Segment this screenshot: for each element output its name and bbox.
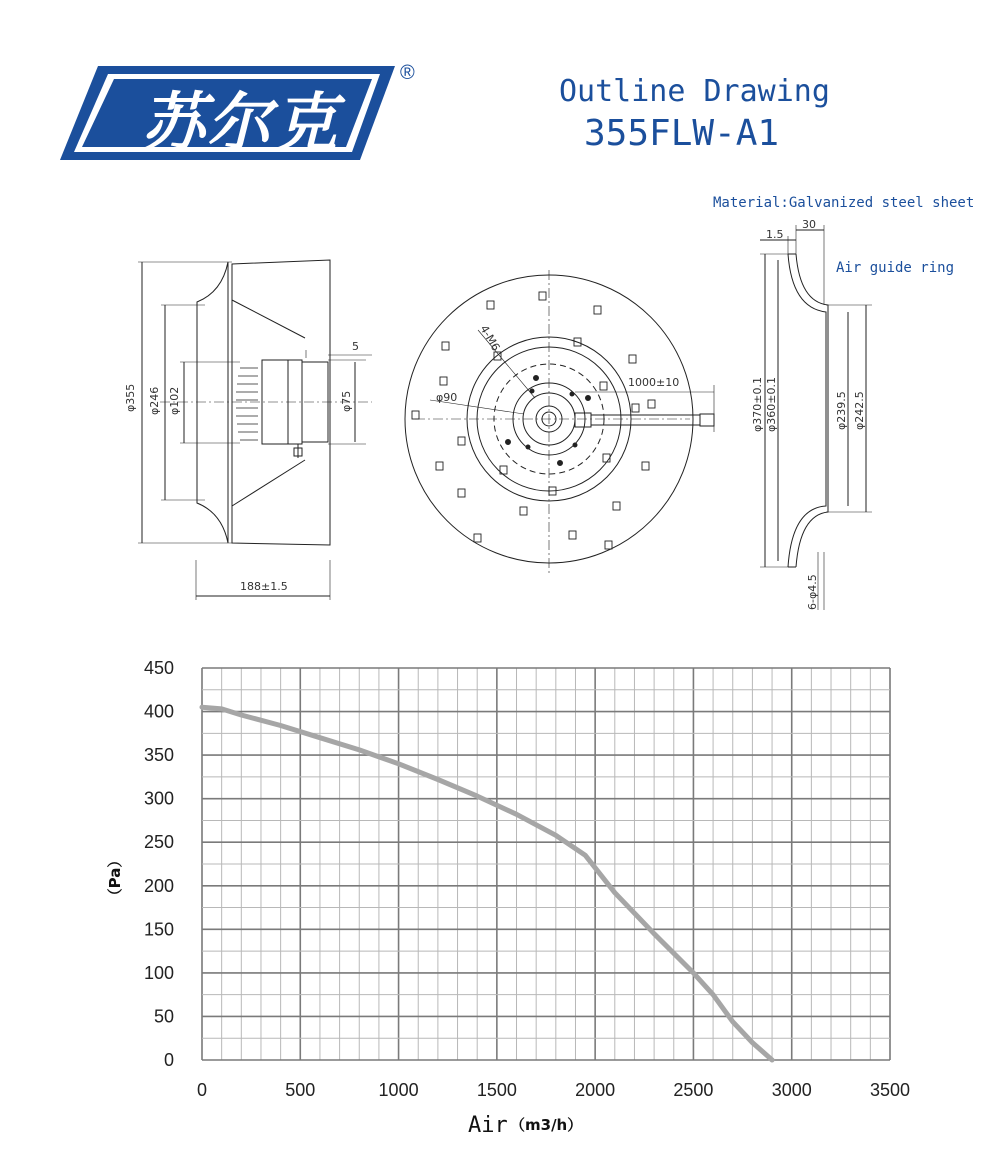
dim-cable-length: 1000±10	[628, 376, 680, 389]
dim-dia-242-5: φ242.5	[853, 391, 866, 430]
y-axis-label: （Pa）	[106, 852, 124, 904]
dim-30: 30	[802, 218, 816, 231]
dim-5: 5	[352, 340, 359, 353]
x-tick-label: 3000	[771, 1080, 812, 1100]
x-axis-unit: （m3/h）	[510, 1116, 583, 1134]
x-tick-label: 2000	[575, 1080, 616, 1100]
x-tick-label: 1500	[476, 1080, 517, 1100]
y-tick-labels	[144, 658, 174, 1070]
y-tick-label: 350	[143, 745, 174, 766]
dim-holes: 6-φ4.5	[806, 574, 819, 610]
air-guide-ring-label: Air guide ring	[836, 260, 955, 276]
y-tick-label: 300	[143, 788, 174, 809]
y-tick-label: 0	[163, 1050, 174, 1070]
dim-width: 188±1.5	[240, 580, 288, 593]
y-tick-label: 150	[143, 919, 174, 940]
dim-hub-dia: φ90	[436, 391, 458, 404]
dim-dia-75: φ75	[340, 390, 353, 412]
x-tick-label: 1000	[378, 1080, 419, 1100]
y-tick-label: 400	[143, 701, 174, 722]
x-axis-label: Air	[468, 1113, 508, 1138]
dim-dia-370: φ370±0.1	[751, 377, 764, 432]
dim-dia-102: φ102	[168, 386, 181, 415]
dim-dia-355: φ355	[124, 383, 137, 412]
page-title: Outline Drawing	[559, 74, 830, 109]
x-tick-label: 3500	[869, 1080, 911, 1100]
dim-dia-360: φ360±0.1	[765, 377, 778, 432]
y-tick-label: 50	[153, 1006, 174, 1027]
logo-wordmark: 苏尔克	[141, 87, 339, 161]
x-tick-label: 500	[285, 1080, 316, 1100]
y-tick-label: 450	[143, 658, 174, 678]
registered-mark: ®	[400, 62, 415, 84]
x-tick-label: 2500	[673, 1080, 714, 1100]
chart-grid	[202, 668, 890, 1060]
model-number: 355FLW-A1	[584, 113, 780, 154]
dim-1-5: 1.5	[766, 228, 784, 241]
x-tick-label: 0	[196, 1080, 208, 1100]
performance-chart	[0, 630, 1000, 1163]
dim-bolt: 4-M6	[477, 323, 503, 354]
x-tick-labels	[197, 1080, 910, 1100]
y-tick-label: 250	[143, 832, 174, 853]
dim-dia-246: φ246	[148, 386, 161, 415]
pressure-curve	[202, 707, 772, 1060]
y-tick-label: 200	[143, 875, 174, 896]
side-view	[138, 260, 372, 600]
front-view	[405, 270, 714, 575]
y-tick-label: 100	[143, 962, 174, 983]
material-note: Material:Galvanized steel sheet	[713, 195, 975, 211]
dim-dia-239-5: φ239.5	[835, 391, 848, 430]
